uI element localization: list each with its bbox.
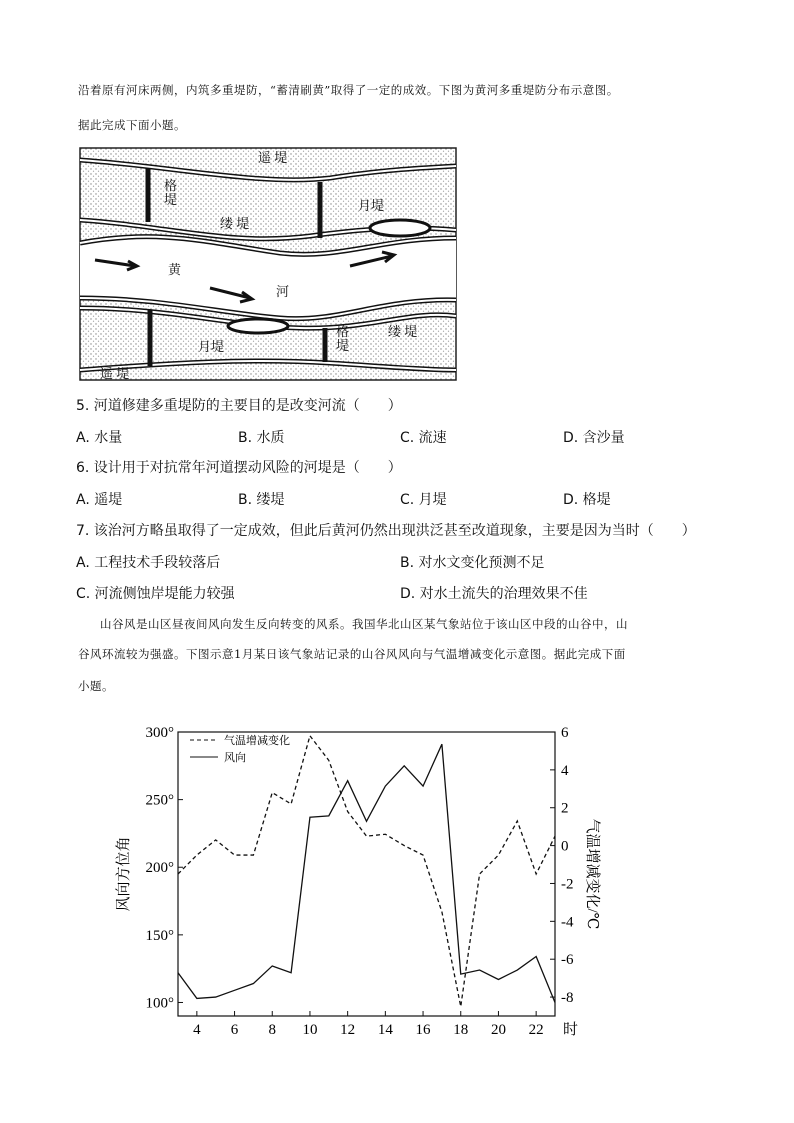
y-right-tick-label: -8 xyxy=(561,990,574,1007)
q7-option-d[interactable]: D. 对水土流失的治理效果不佳 xyxy=(400,586,588,602)
y-right-tick-label: 6 xyxy=(561,725,569,741)
q5-option-d[interactable]: D. 含沙量 xyxy=(563,430,625,446)
intro-line-1: 沿着原有河床两侧，内筑多重堤防，“蓄清刷黄”取得了一定的成效。下图为黄河多重堤防分布示意图。 xyxy=(78,83,619,97)
q6-option-c[interactable]: C. 月堤 xyxy=(400,492,447,508)
x-tick-label: 16 xyxy=(415,1022,431,1038)
passage2-line-3: 小题。 xyxy=(78,679,114,693)
y-left-tick-label: 200° xyxy=(145,860,174,877)
label-yuedi-top: 月堤 xyxy=(358,198,385,213)
x-unit-label: 时 xyxy=(563,1022,579,1038)
label-yaodi-bottom: 遥 堤 xyxy=(100,366,130,381)
x-tick-label: 12 xyxy=(340,1022,356,1038)
y-right-axis-title: 气温增减变化/℃ xyxy=(584,818,600,930)
q7-option-c[interactable]: C. 河流侧蚀岸堤能力较强 xyxy=(76,586,235,602)
x-tick-label: 22 xyxy=(528,1022,544,1038)
q7-option-a[interactable]: A. 工程技术手段较落后 xyxy=(76,555,221,571)
y-right-tick-label: -4 xyxy=(561,914,574,931)
question-5: 5. 河道修建多重堤防的主要目的是改变河流（ ） xyxy=(76,398,402,414)
y-right-tick-label: 4 xyxy=(561,762,569,779)
y-left-tick-label: 100° xyxy=(145,995,174,1012)
wind-direction-line xyxy=(178,744,555,1002)
passage2-line-2: 谷风环流较为强盛。下图示意1月某日该气象站记录的山谷风风向与气温增减变化示意图。据此完成下面 xyxy=(78,647,626,661)
label-yaodi-top: 遥 堤 xyxy=(258,150,288,165)
q5-option-c[interactable]: C. 流速 xyxy=(400,430,447,446)
levee-diagram xyxy=(80,148,456,380)
q7-option-b[interactable]: B. 对水文变化预测不足 xyxy=(400,555,545,571)
y-right-tick-label: 0 xyxy=(561,838,569,855)
y-left-tick-label: 300° xyxy=(145,725,174,741)
label-gedi-bottom-2: 堤 xyxy=(336,338,350,353)
legend-label-temp: 气温增减变化 xyxy=(224,735,290,747)
x-tick-label: 8 xyxy=(268,1022,276,1038)
temperature-change-line xyxy=(178,736,555,1007)
label-gedi-bottom: 格 xyxy=(336,324,350,339)
x-tick-label: 10 xyxy=(302,1022,318,1038)
label-he: 河 xyxy=(276,284,290,299)
passage2-line-1: 山谷风是山区昼夜间风向发生反向转变的风系。我国华北山区某气象站位于该山区中段的山谷中，山 xyxy=(100,617,628,631)
label-lvdi-top: 缕 堤 xyxy=(220,216,250,231)
y-right-tick-label: -6 xyxy=(561,952,574,969)
label-lvdi-bottom: 缕 堤 xyxy=(388,324,418,339)
x-tick-label: 20 xyxy=(490,1022,506,1038)
legend-label-wind: 风向 xyxy=(224,752,246,764)
question-7: 7. 该治河方略虽取得了一定成效，但此后黄河仍然出现洪泛甚至改道现象，主要是因为当时（ ） xyxy=(76,523,696,539)
question-6: 6. 设计用于对抗常年河道摆动风险的河堤是（ ） xyxy=(76,460,402,476)
label-huang: 黄 xyxy=(168,262,182,277)
y-left-tick-label: 150° xyxy=(145,927,174,944)
label-yuedi-bottom: 月堤 xyxy=(198,339,225,354)
y-left-tick-label: 250° xyxy=(145,792,174,809)
x-tick-label: 14 xyxy=(377,1022,393,1038)
x-tick-label: 18 xyxy=(453,1022,469,1038)
q6-option-a[interactable]: A. 遥堤 xyxy=(76,492,123,508)
plot-frame xyxy=(178,732,555,1016)
y-right-tick-label: -2 xyxy=(561,876,574,893)
y-right-tick-label: 2 xyxy=(561,800,569,817)
q6-option-b[interactable]: B. 缕堤 xyxy=(238,492,285,508)
label-gedi-top-2: 堤 xyxy=(164,192,178,207)
label-gedi-top: 格 xyxy=(164,178,178,193)
yuedi-top-shape xyxy=(370,220,430,236)
x-tick-label: 4 xyxy=(193,1022,201,1038)
q5-option-a[interactable]: A. 水量 xyxy=(76,430,123,446)
q6-option-d[interactable]: D. 格堤 xyxy=(563,492,611,508)
y-left-axis-title: 风向方位角 xyxy=(116,836,132,912)
wind-temperature-chart xyxy=(110,720,600,1050)
intro-line-2: 据此完成下面小题。 xyxy=(78,118,186,132)
x-tick-label: 6 xyxy=(230,1022,239,1038)
yuedi-bottom-shape xyxy=(228,319,288,333)
q5-option-b[interactable]: B. 水质 xyxy=(238,430,285,446)
